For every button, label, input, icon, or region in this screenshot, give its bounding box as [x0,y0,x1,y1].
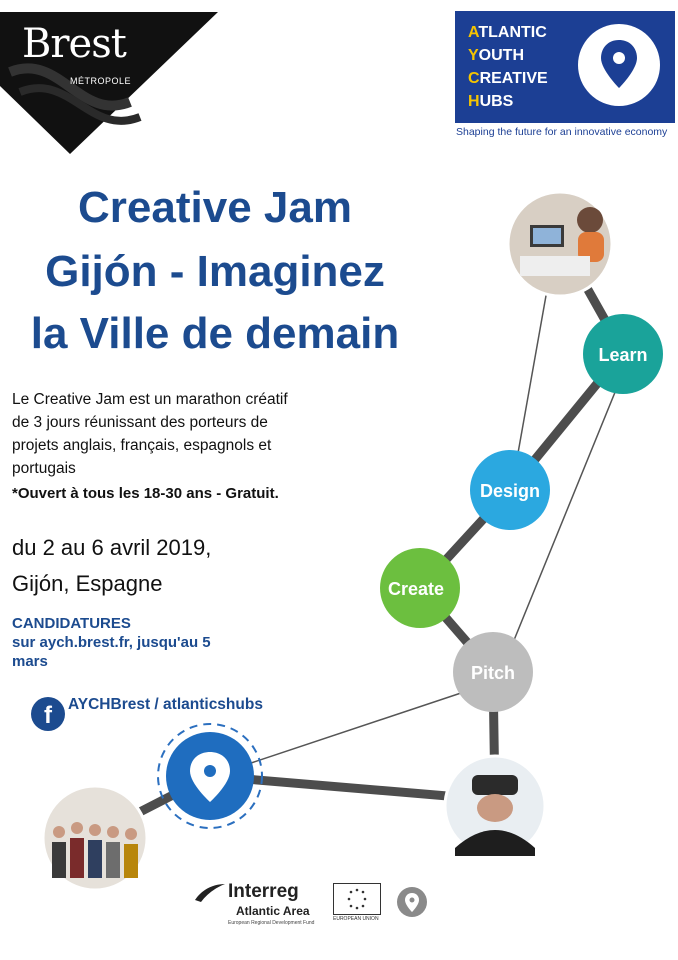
intro-line-2: de 3 jours réunissant des porteurs de [12,414,268,431]
photo-node-laptop [508,192,612,296]
eu-flag-icon [333,883,381,915]
eu-label: EUROPEAN UNION [333,916,379,922]
title-line-2: Gijón - Imaginez [45,247,385,296]
applications-line-1[interactable]: sur aych.brest.fr, jusqu'au 5 [12,634,211,651]
learn-label: Learn [598,345,648,365]
event-place: Gijón, Espagne [12,571,163,596]
photo-node-group [43,786,147,890]
interreg-logo-text: Interreg [228,881,299,902]
facebook-icon[interactable]: f [31,697,65,731]
intro-line-1: Le Creative Jam est un marathon créatif [12,391,288,408]
brest-logo-subtitle: MÉTROPOLE [70,76,132,86]
network-links [95,240,623,835]
aych-line-2: YOUTH [468,47,524,64]
eligibility-note: *Ouvert à tous les 18-30 ans - Gratuit. [12,485,279,502]
aych-line-1: ATLANTIC [468,24,547,41]
design-label: Design [479,481,541,501]
create-label: Create [387,579,445,599]
aych-small-pin-icon [397,887,427,917]
intro-line-3: projets anglais, français, espagnols et [12,437,272,454]
social-handle[interactable]: AYCHBrest / atlanticshubs [68,696,263,713]
photo-node-vr [445,756,545,856]
brest-logo-text: Brest [22,21,126,67]
aych-line-4: HUBS [468,93,514,110]
applications-line-2: mars [12,653,48,670]
applications-title: CANDIDATURES [12,615,131,632]
aych-hub-node [158,724,262,828]
network-thin-links [230,245,620,770]
interreg-fund: European Regional Development Fund [228,920,315,926]
interreg-swoosh-icon [193,882,227,904]
aych-tagline: Shaping the future for an innovative economy [456,126,668,138]
event-dates: du 2 au 6 avril 2019, [12,535,212,560]
title-line-3: la Ville de demain [30,309,400,358]
aych-line-3: CREATIVE [468,70,548,87]
pitch-label: Pitch [470,663,516,683]
interreg-area: Atlantic Area [236,904,310,918]
intro-line-4: portugais [12,460,76,477]
title-line-1: Creative Jam [78,183,352,232]
